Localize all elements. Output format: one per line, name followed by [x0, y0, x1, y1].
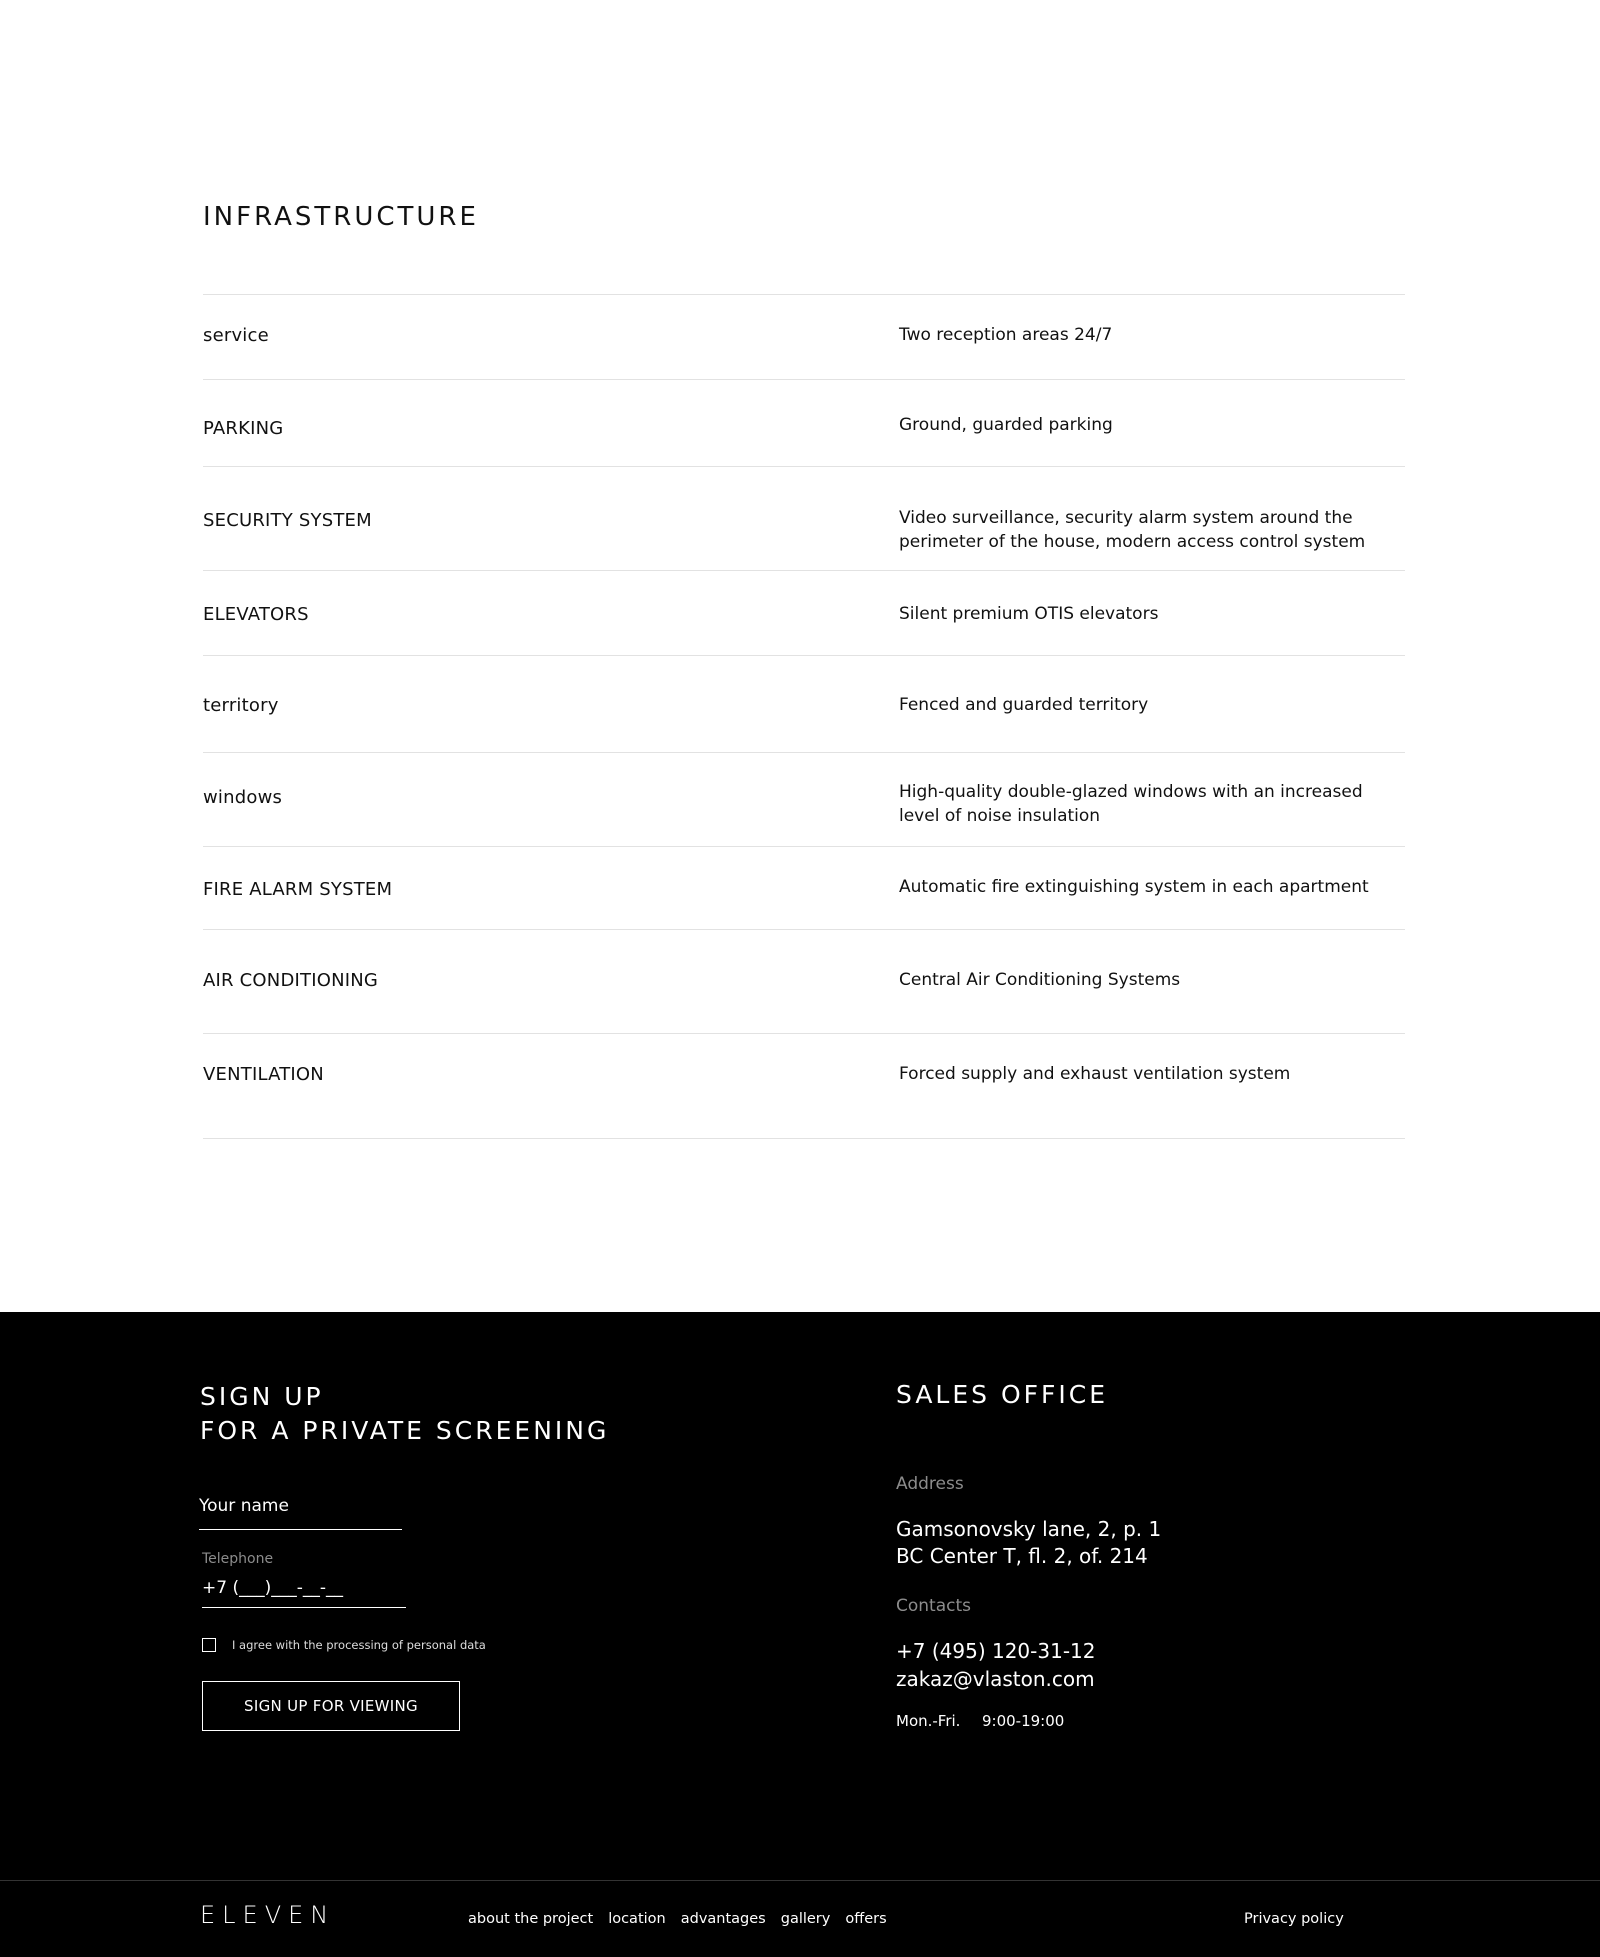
row-value: Fenced and guarded territory: [899, 695, 1149, 715]
telephone-field[interactable]: [202, 1570, 406, 1608]
row-label: VENTILATION: [203, 1064, 324, 1085]
row-value: Automatic fire extinguishing system in each apartment: [899, 877, 1369, 897]
signup-title-line1: SIGN UP: [200, 1382, 324, 1411]
telephone-label: Telephone: [202, 1551, 274, 1567]
row-value: Video surveillance, security alarm system around the perimeter of the house, modern access control system: [899, 508, 1366, 552]
table-row: [203, 379, 1405, 466]
row-label: SECURITY SYSTEM: [203, 510, 372, 531]
table-row: [203, 929, 1405, 1033]
consent-row: [202, 1638, 486, 1652]
row-label: service: [203, 325, 269, 346]
office-hours: [896, 1712, 1064, 1730]
signup-for-viewing-button[interactable]: SIGN UP FOR VIEWING: [202, 1681, 460, 1731]
footer-bar: [0, 1880, 1600, 1957]
contact-section: [0, 1312, 1600, 1881]
signup-title-line2: FOR A PRIVATE SCREENING: [200, 1416, 610, 1445]
row-value: Silent premium OTIS elevators: [899, 604, 1159, 624]
table-row: [203, 846, 1405, 929]
address-line-1: Gamsonovsky lane, 2, p. 1: [896, 1517, 1162, 1541]
office-hours-days: Mon.-Fri.: [896, 1712, 961, 1730]
signup-title: [200, 1380, 609, 1448]
row-label: windows: [203, 787, 283, 808]
email-link[interactable]: zakaz@vlaston.com: [896, 1667, 1095, 1691]
telephone-field-mask: +7 (___)___-__-__: [202, 1578, 343, 1598]
nav-link-offers[interactable]: offers: [845, 1911, 887, 1927]
row-label: AIR CONDITIONING: [203, 970, 379, 991]
office-hours-time: 9:00-19:00: [982, 1712, 1065, 1730]
address-line-2: BC Center T, fl. 2, of. 214: [896, 1544, 1148, 1568]
infrastructure-title: INFRASTRUCTURE: [203, 202, 479, 232]
table-row: [203, 655, 1405, 752]
sales-office-title: SALES OFFICE: [896, 1380, 1109, 1409]
row-value: Two reception areas 24/7: [899, 325, 1113, 345]
privacy-policy-link[interactable]: Privacy policy: [1244, 1911, 1344, 1927]
consent-checkbox[interactable]: [202, 1638, 216, 1652]
address-label: Address: [896, 1474, 964, 1494]
consent-label: I agree with the processing of personal data: [232, 1638, 486, 1652]
table-row: [203, 1033, 1405, 1139]
name-field-placeholder: Your name: [199, 1496, 289, 1516]
table-row: [203, 466, 1405, 570]
row-value: High-quality double-glazed windows with an increased level of noise insulation: [899, 782, 1363, 826]
row-label: ELEVATORS: [203, 604, 309, 625]
nav-link-location[interactable]: location: [608, 1911, 666, 1927]
table-row: [203, 294, 1405, 379]
nav-link-gallery[interactable]: gallery: [780, 1911, 831, 1927]
table-row: [203, 752, 1405, 846]
table-row: [203, 570, 1405, 655]
eleven-logo[interactable]: ELEVEN: [200, 1901, 336, 1929]
row-label: PARKING: [203, 418, 284, 439]
nav-link-advantages[interactable]: advantages: [680, 1911, 766, 1927]
row-label: FIRE ALARM SYSTEM: [203, 879, 393, 900]
row-label: territory: [203, 695, 279, 716]
name-field[interactable]: [199, 1490, 402, 1530]
infrastructure-table: [203, 294, 1405, 1139]
row-value: Central Air Conditioning Systems: [899, 970, 1181, 990]
phone-link[interactable]: +7 (495) 120-31-12: [896, 1639, 1096, 1663]
row-value: Ground, guarded parking: [899, 415, 1113, 435]
contacts-label: Contacts: [896, 1596, 971, 1616]
row-value: Forced supply and exhaust ventilation system: [899, 1064, 1291, 1084]
nav-link-about[interactable]: about the project: [468, 1911, 594, 1927]
footer-nav: [468, 1911, 902, 1927]
